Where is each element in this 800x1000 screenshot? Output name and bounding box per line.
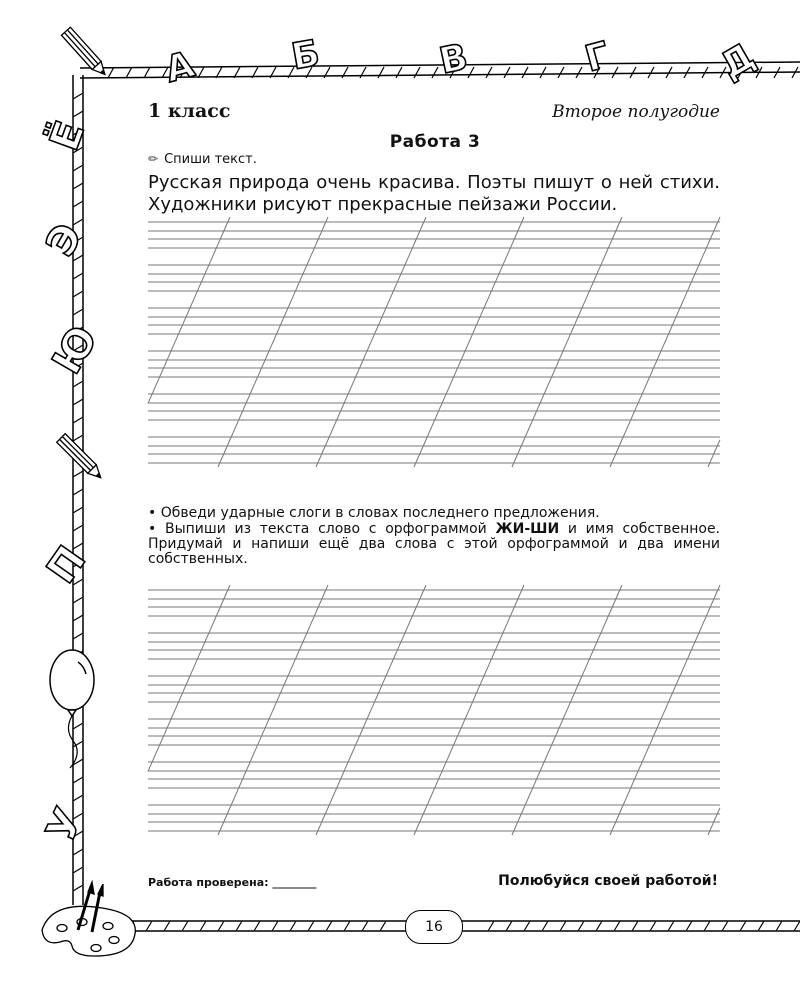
decorative-letter: Г (580, 34, 614, 81)
rope-tick (73, 165, 83, 171)
rope-tick (614, 921, 620, 931)
rope-tick (558, 67, 564, 78)
rope-tick (522, 67, 528, 78)
pencil-icon (61, 27, 109, 78)
rope-tick (308, 921, 314, 931)
rope-tick (650, 921, 656, 931)
rope-tick (776, 921, 782, 931)
rope-tick (126, 67, 132, 78)
rope-tick (290, 921, 296, 931)
slant-line (218, 585, 328, 835)
admire-label: Полюбуйся своей работой! (498, 873, 718, 889)
paint-palette-icon (42, 882, 135, 956)
rope-tick (722, 921, 728, 931)
semester-label: Второе полугодие (552, 102, 720, 122)
decorative-letter: У (38, 801, 93, 849)
slant-line (512, 217, 622, 467)
checked-by-label: Работа проверена: ________ (148, 876, 317, 889)
rope-tick (146, 921, 152, 931)
slant-line (414, 217, 524, 467)
rope-tick (73, 201, 83, 207)
instruction-text: Спиши текст. (164, 152, 257, 167)
rope-tick (73, 417, 83, 423)
slant-line (610, 217, 720, 467)
rope-tick (362, 921, 368, 931)
grade-label: 1 класс (148, 100, 231, 122)
decorative-letter: Д (713, 35, 762, 88)
rope-tick (73, 93, 83, 99)
rope-tick (73, 597, 83, 603)
rope-tick (73, 633, 83, 639)
rope-tick (794, 921, 800, 931)
rope-tick (254, 921, 260, 931)
rope-tick (73, 723, 83, 729)
task-2-text: Выпиши из текста слово с орфограммой (164, 521, 487, 537)
rope-tick (182, 921, 188, 931)
slant-line (316, 217, 426, 467)
rope-tick (560, 921, 566, 931)
decorative-letter: Б (288, 32, 323, 79)
handwriting-grid-1 (148, 217, 720, 467)
rope-tick (73, 273, 83, 279)
rope-tick (758, 921, 764, 931)
rope-tick (630, 67, 636, 78)
rope-tick (380, 921, 386, 931)
rope-tick (236, 921, 242, 931)
rope-tick (578, 921, 584, 931)
rope-tick (73, 111, 83, 117)
rope-tick (73, 525, 83, 531)
slant-line (218, 217, 328, 467)
rope-tick (524, 921, 530, 931)
rope-tick (414, 67, 420, 78)
rope-tick (488, 921, 494, 931)
decorative-letter: Ё (41, 115, 94, 157)
rope-tick (73, 399, 83, 405)
slant-line (512, 585, 622, 835)
slant-line (414, 585, 524, 835)
rope-tick (73, 309, 83, 315)
task-1-text: Обведи ударные слоги в словах последнего предложения. (160, 505, 600, 521)
rope-tick (164, 921, 170, 931)
rope-tick (73, 381, 83, 387)
rope-tick (73, 291, 83, 297)
rope-tick (73, 543, 83, 549)
rope-tick (73, 489, 83, 495)
rope-tick (486, 67, 492, 78)
decorative-letter: Ю (43, 318, 108, 382)
rope-tick (272, 921, 278, 931)
task-item: • Выпиши из текста слово с орфограммой ЖИ-ШИ и имя собственное. Придумай и напиши ещё два слова с этой орфограммой и два имени собственных. (148, 521, 721, 567)
rope-tick (73, 777, 83, 783)
slant-line (316, 585, 426, 835)
rope-tick (704, 921, 710, 931)
instruction (148, 152, 257, 167)
rope-tick (326, 921, 332, 931)
rope-tick (378, 67, 384, 78)
rope-tick (73, 219, 83, 225)
rope-tick (686, 921, 692, 931)
decorative-letter: А (161, 44, 199, 91)
slant-line (148, 217, 230, 403)
rope-tick (73, 471, 83, 477)
pencil-icon (57, 434, 105, 482)
rope-tick (144, 67, 150, 78)
rope-tick (73, 849, 83, 855)
rope-tick (73, 183, 83, 189)
task-2-text-end: и имя собственное. Придумай и напиши ещё два слова с этой орфограммой и два имени собственных. (148, 521, 721, 567)
pencil-icon: ✏ (148, 152, 159, 166)
rope-tick (632, 921, 638, 931)
rope-tick (73, 615, 83, 621)
rope-tick (200, 921, 206, 931)
rope-tick (218, 921, 224, 931)
rope-tick (540, 67, 546, 78)
rope-tick (506, 921, 512, 931)
slant-line (148, 585, 230, 771)
page-number: 16 (405, 910, 463, 944)
rope-tick (432, 67, 438, 78)
decorative-letter: В (435, 36, 472, 83)
rope-tick (396, 67, 402, 78)
rope-tick (740, 921, 746, 931)
rope-tick (73, 885, 83, 891)
work-title: Работа 3 (389, 132, 481, 152)
copy-text: Русская природа очень красива. Поэты пишут о ней стихи. Художники рисуют прекрасные пейзажи России. (148, 172, 720, 215)
rope-tick (344, 921, 350, 931)
rope-tick (73, 435, 83, 441)
slant-line (610, 585, 720, 835)
handwriting-grid-2 (148, 585, 720, 835)
rope-tick (73, 867, 83, 873)
task-2-orthogram: ЖИ-ШИ (495, 521, 560, 537)
left-border-rope (73, 75, 83, 905)
rope-tick (73, 507, 83, 513)
rope-tick (542, 921, 548, 931)
rope-tick (576, 67, 582, 78)
rope-tick (668, 921, 674, 931)
decorative-letter: Э (37, 215, 92, 265)
rope-tick (108, 67, 114, 78)
balloon-icon (50, 650, 94, 768)
task-item: • Обведи ударные слоги в словах последнего предложения. (148, 505, 600, 521)
task-list (148, 506, 720, 568)
rope-tick (73, 795, 83, 801)
decorative-letter: П (38, 538, 96, 592)
rope-tick (504, 67, 510, 78)
rope-tick (596, 921, 602, 931)
